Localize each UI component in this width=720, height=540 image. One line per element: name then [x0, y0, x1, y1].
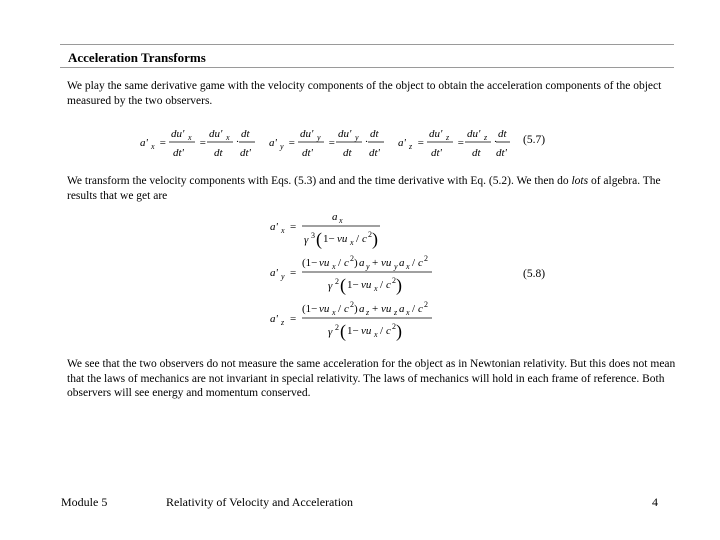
svg-text:x: x [188, 133, 192, 142]
svg-text:x: x [332, 262, 336, 271]
svg-text:y: y [280, 142, 284, 151]
svg-text:a': a' [269, 137, 277, 149]
equation-5-8 [268, 208, 448, 348]
svg-text:/: / [412, 303, 416, 315]
svg-text:c: c [418, 257, 423, 269]
svg-text:z: z [484, 133, 488, 142]
svg-text:y: y [317, 133, 321, 142]
svg-text:x: x [281, 226, 285, 235]
footer-subject: Relativity of Velocity and Acceleration [166, 495, 354, 509]
svg-text:c: c [386, 279, 391, 291]
svg-text:z: z [394, 308, 398, 317]
svg-text:a: a [332, 211, 338, 223]
header-top-rule [60, 44, 674, 45]
svg-text:1−: 1− [323, 233, 335, 245]
svg-text:/: / [380, 325, 384, 337]
svg-text:y: y [366, 262, 370, 271]
svg-text:=: = [290, 221, 297, 233]
svg-text:(: ( [340, 321, 346, 341]
svg-text:2: 2 [368, 230, 372, 239]
svg-text:(: ( [316, 229, 322, 249]
svg-text:γ: γ [304, 234, 309, 246]
svg-text:/: / [412, 257, 416, 269]
svg-text:=: = [288, 137, 296, 149]
svg-text:=: = [199, 137, 207, 149]
svg-text:=: = [457, 137, 465, 149]
svg-text:dt: dt [214, 147, 223, 159]
svg-text:x: x [226, 133, 230, 142]
svg-text:2: 2 [424, 254, 428, 263]
svg-text:dt: dt [370, 128, 379, 140]
svg-text:z: z [409, 142, 413, 151]
svg-text:2: 2 [335, 323, 339, 332]
svg-text:vu: vu [381, 303, 392, 315]
equation-number-5-7: (5.7) [523, 134, 546, 146]
svg-text:(1−: (1− [302, 303, 318, 315]
page-title: Acceleration Transforms [68, 50, 206, 65]
svg-text:): ) [354, 257, 358, 269]
svg-text:a': a' [270, 313, 278, 325]
svg-text:a': a' [270, 267, 278, 279]
svg-text:a': a' [398, 137, 406, 149]
svg-text:y: y [394, 262, 398, 271]
equation-5-7 [138, 122, 510, 162]
svg-text:dt': dt' [431, 147, 442, 159]
svg-text:1−: 1− [347, 325, 359, 337]
svg-text:c: c [362, 233, 367, 245]
svg-text:=: = [159, 137, 167, 149]
svg-text:2: 2 [392, 322, 396, 331]
footer-page-number: 4 [652, 495, 658, 509]
svg-text:dt': dt' [302, 147, 313, 159]
svg-text:dt': dt' [173, 147, 184, 159]
intro-paragraph: We play the same derivative game with the velocity components of the object to obtain the acceleration components of the object measured by the two observers. [67, 80, 662, 107]
svg-text:·: · [365, 136, 368, 148]
svg-text:vu: vu [319, 303, 330, 315]
svg-text:): ) [354, 303, 358, 315]
header-bottom-rule [60, 67, 674, 68]
svg-text:γ: γ [328, 326, 333, 338]
svg-text:=: = [290, 267, 297, 279]
equation-number-5-8: (5.8) [523, 268, 546, 280]
svg-text:dt: dt [241, 128, 250, 140]
svg-text:dt': dt' [240, 147, 251, 159]
svg-text:z: z [366, 308, 370, 317]
svg-text:/: / [356, 233, 360, 245]
svg-text:z: z [446, 133, 450, 142]
svg-text:): ) [396, 321, 402, 341]
svg-text:1−: 1− [347, 279, 359, 291]
svg-text:c: c [344, 303, 349, 315]
svg-text:dt: dt [343, 147, 352, 159]
svg-text:x: x [374, 330, 378, 339]
svg-text:z: z [281, 318, 285, 327]
svg-text:x: x [374, 284, 378, 293]
svg-text:vu: vu [361, 279, 372, 291]
svg-text:2: 2 [335, 277, 339, 286]
svg-text:c: c [418, 303, 423, 315]
svg-text:/: / [338, 257, 342, 269]
svg-text:·: · [236, 136, 239, 148]
svg-text:(1−: (1− [302, 257, 318, 269]
svg-text:2: 2 [350, 300, 354, 309]
svg-text:du': du' [338, 128, 352, 140]
svg-text:/: / [338, 303, 342, 315]
svg-text:2: 2 [424, 300, 428, 309]
svg-text:dt': dt' [369, 147, 380, 159]
svg-text:du': du' [209, 128, 223, 140]
svg-text:): ) [372, 229, 378, 249]
svg-text:vu: vu [381, 257, 392, 269]
svg-text:·: · [494, 136, 497, 148]
svg-text:du': du' [171, 128, 185, 140]
svg-text:vu: vu [337, 233, 348, 245]
svg-text:vu: vu [319, 257, 330, 269]
footer-module: Module 5 [61, 495, 108, 509]
svg-text:x: x [339, 216, 343, 225]
svg-text:y: y [281, 272, 285, 281]
svg-text:du': du' [467, 128, 481, 140]
svg-text:x: x [406, 308, 410, 317]
svg-text:=: = [328, 137, 336, 149]
conclusion-paragraph: We see that the two observers do not measure the same acceleration for the object as in Newtonian relativity. But this does not mean that the laws of mechanics are not invariant in special relativity. The laws of mechanics will hold in each frame of reference. Both observers will see energy and momentum conserved. [67, 358, 676, 399]
svg-text:a: a [399, 257, 405, 269]
svg-text:c: c [386, 325, 391, 337]
svg-text:x: x [406, 262, 410, 271]
svg-text:dt': dt' [496, 147, 507, 159]
svg-text:a': a' [270, 221, 278, 233]
svg-text:y: y [355, 133, 359, 142]
svg-text:=: = [417, 137, 425, 149]
svg-text:(: ( [340, 275, 346, 295]
svg-text:du': du' [300, 128, 314, 140]
svg-text:c: c [344, 257, 349, 269]
svg-text:a: a [399, 303, 405, 315]
svg-text:dt: dt [498, 128, 507, 140]
svg-text:/: / [380, 279, 384, 291]
svg-text:2: 2 [350, 254, 354, 263]
svg-text:x: x [332, 308, 336, 317]
svg-text:vu: vu [361, 325, 372, 337]
svg-text:a: a [359, 303, 365, 315]
svg-text:x: x [350, 238, 354, 247]
svg-text:x: x [151, 142, 155, 151]
svg-text:a': a' [140, 137, 148, 149]
svg-text:du': du' [429, 128, 443, 140]
svg-text:=: = [290, 313, 297, 325]
svg-text:+: + [372, 303, 379, 315]
svg-text:+: + [372, 257, 379, 269]
svg-text:γ: γ [328, 280, 333, 292]
svg-text:3: 3 [311, 231, 315, 240]
svg-text:dt: dt [472, 147, 481, 159]
transform-paragraph: We transform the velocity components with Eqs. (5.3) and and the time derivative with Eq. (5.2). We then do lots of algebra. The results that we get are [67, 175, 661, 202]
svg-text:a: a [359, 257, 365, 269]
svg-text:): ) [396, 275, 402, 295]
svg-text:2: 2 [392, 276, 396, 285]
